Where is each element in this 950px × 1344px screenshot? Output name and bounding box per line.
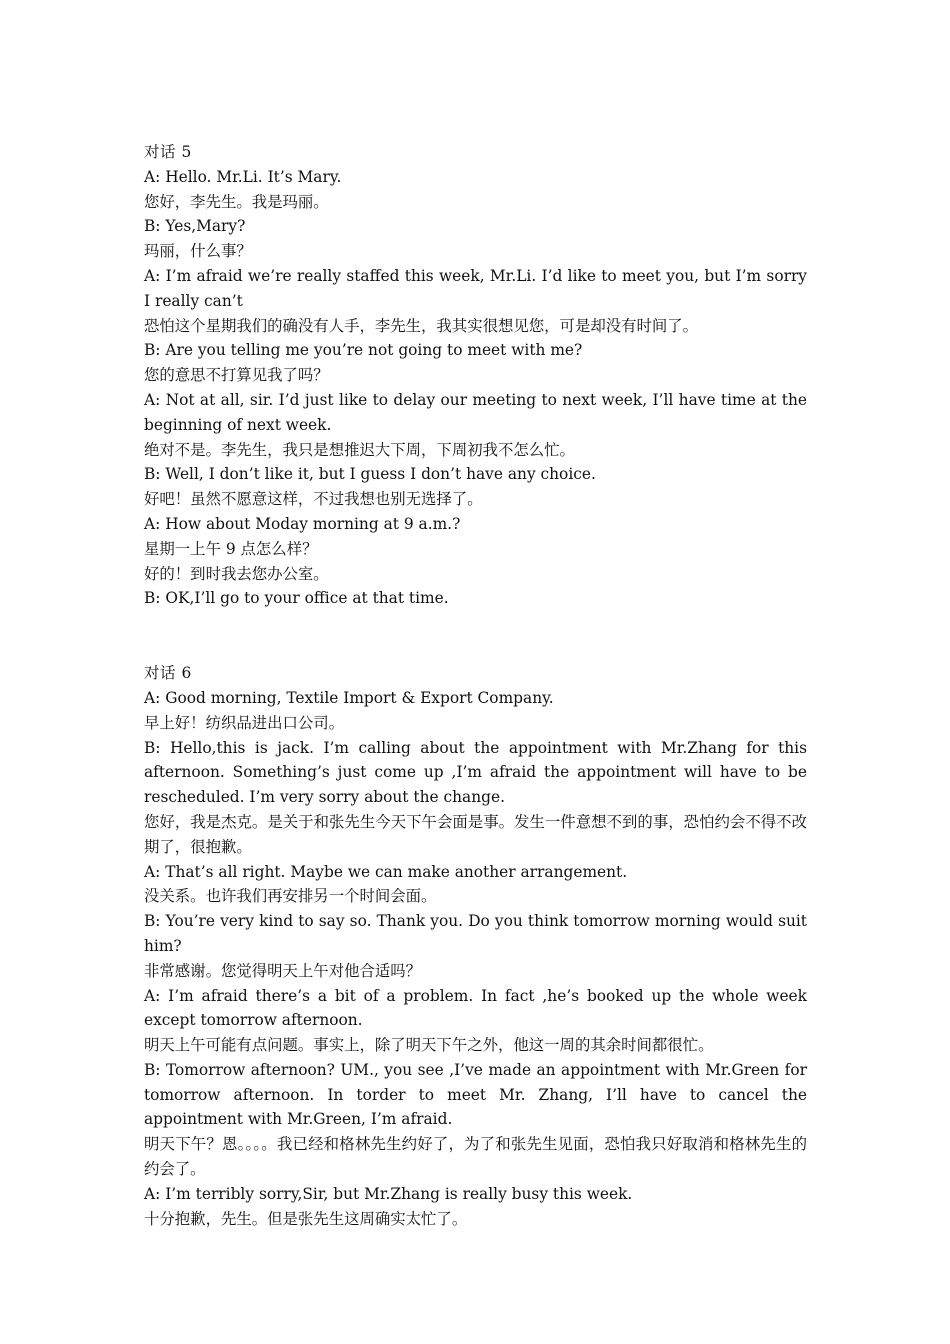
dialogue-line: 十分抱歉，先生。但是张先生这周确实太忙了。 (144, 1209, 468, 1228)
dialogue-title: 对话 5 (144, 143, 192, 161)
dialogue-line: 您的意思不打算见我了吗？ (144, 366, 329, 385)
dialogue-line: A: I’m terribly sorry,Sir, but Mr.Zhang is really busy this week. (144, 1184, 633, 1203)
dialogue-line: A: Good morning, Textile Import & Export Company. (144, 688, 554, 707)
dialogue-title: 对话 6 (144, 664, 192, 683)
dialogue-line: B: Tomorrow afternoon? UM., you see ,I’ve made an appointment with Mr.Green for tomorrow afternoon. In torder to meet Mr. Zhang, I’ll have to cancel the appointment with Mr.Green, I’m afraid. (144, 1060, 807, 1129)
dialogue-line: B: Well, I don’t like it, but I guess I don’t have any choice. (144, 465, 596, 484)
dialogue-line: B: You’re very kind to say so. Thank you. Do you think tomorrow morning would suit him? (144, 912, 807, 955)
dialogue-line: A: Not at all, sir. I’d just like to delay our meeting to next week, I’ll have time at the beginning of next week. (144, 390, 807, 434)
dialogue-line: A: I’m afraid we’re really staffed this week, Mr.Li. I’d like to meet you, but I’m sorry I really can’t (144, 266, 807, 310)
dialogue-line: 好吧！虽然不愿意这样，不过我想也别无选择了。 (144, 490, 483, 509)
dialogue-line: A: Hello. Mr.Li. It’s Mary. (144, 167, 342, 186)
dialogue-line: 没关系。也许我们再安排另一个时间会面。 (144, 887, 437, 906)
dialogue-line: B: OK,I’ll go to your office at that time. (144, 589, 449, 608)
dialogue-line: B: Are you telling me you’re not going to meet with me? (144, 341, 583, 360)
document-page (144, 140, 807, 1231)
dialogue-line: 早上好！纺织品进出口公司。 (144, 713, 345, 732)
dialogue-line: 明天下午？恩。。。。我已经和格林先生约好了，为了和张先生见面，恐怕我只好取消和格林先生的约会了。 (144, 1135, 807, 1179)
dialogue-line: 好的！到时我去您办公室。 (144, 564, 329, 583)
dialogue-line: A: I’m afraid there’s a bit of a problem. In fact ,he’s booked up the whole week except tomorrow afternoon. (144, 986, 807, 1030)
dialogue-line: 您好，李先生。我是玛丽。 (144, 192, 329, 211)
dialogue-line: 明天上午可能有点问题。事实上，除了明天下午之外，他这一周的其余时间都很忙。 (144, 1036, 714, 1055)
dialogue-line: 您好，我是杰克。是关于和张先生今天下午会面是事。发生一件意想不到的事，恐怕约会不得不改期了，很抱歉。 (144, 812, 807, 856)
dialogue-line: 绝对不是。李先生，我只是想推迟大下周，下周初我不怎么忙。 (144, 440, 575, 459)
dialogue-line: 玛丽，什么事？ (144, 242, 252, 261)
dialogue-line: 非常感谢。您觉得明天上午对他合适吗？ (144, 961, 422, 980)
dialogue-line: B: Yes,Mary? (144, 217, 246, 236)
dialogue-line: 恐怕这个星期我们的确没有人手，李先生，我其实很想见您，可是却没有时间了。 (144, 316, 699, 335)
dialogue-5 (144, 140, 807, 611)
dialogue-line: A: That’s all right. Maybe we can make another arrangement. (144, 862, 628, 881)
dialogue-6 (144, 661, 807, 1231)
dialogue-line: A: How about Moday morning at 9 a.m.? (144, 514, 461, 533)
dialogue-line: 星期一上午 9 点怎么样？ (144, 539, 318, 558)
dialogue-line: B: Hello,this is jack. I’m calling about the appointment with Mr.Zhang for this afternoon. Something’s just come up ,I’m afraid the appointment will have to be rescheduled. I’m very sorry about the change. (144, 738, 807, 807)
